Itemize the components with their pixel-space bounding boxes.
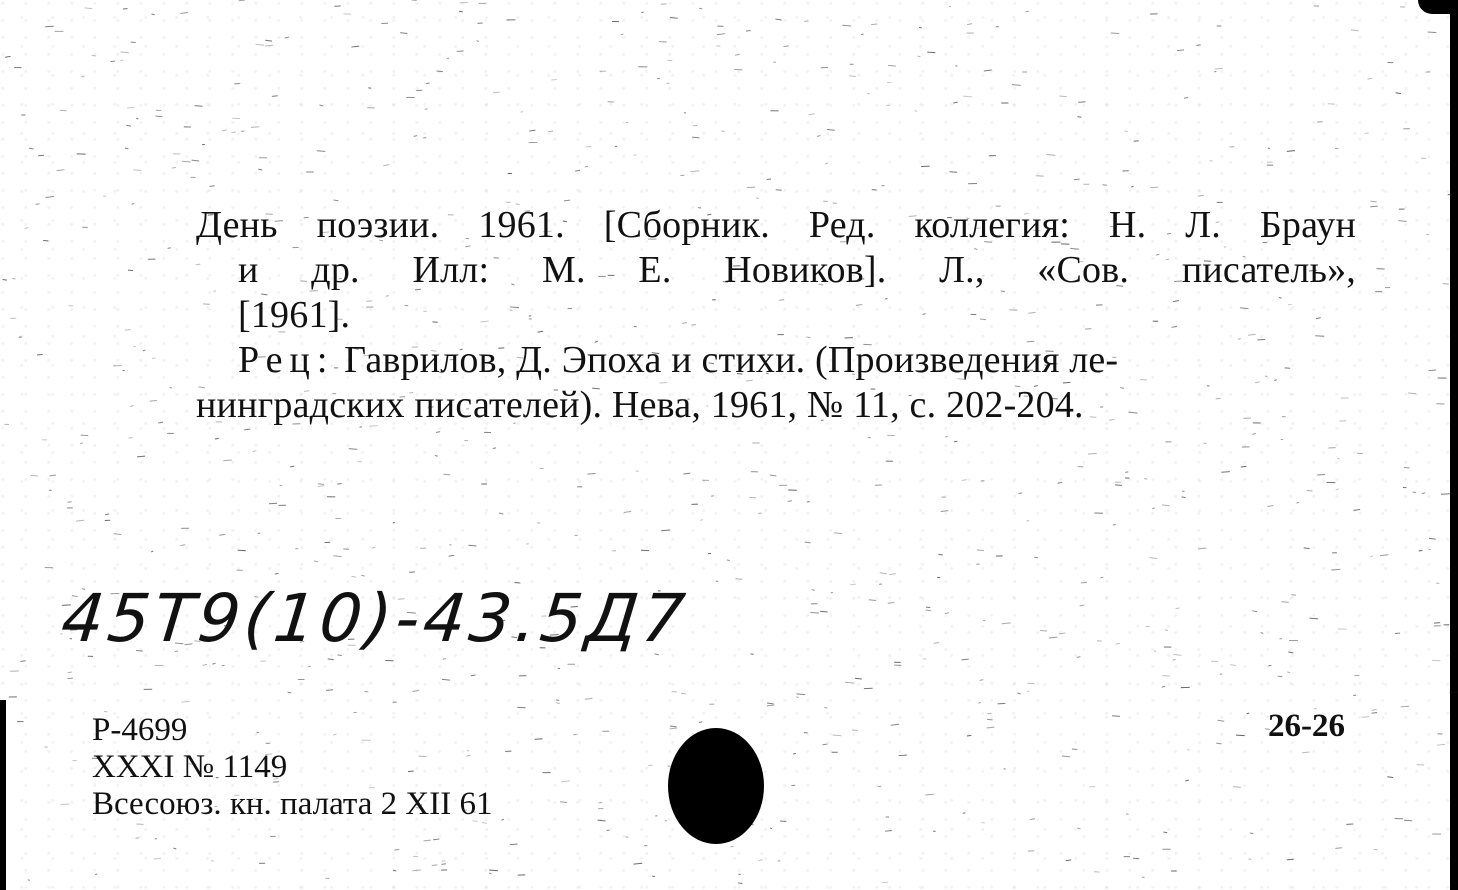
entry-title-line: День поэзии. 1961. [Сборник. Ред. коллегия: Н. Л. Браун <box>196 204 1356 246</box>
footer-order-number: Р-4699 <box>92 712 188 748</box>
footer-chamber: Всесоюз. кн. палата 2 XII 61 <box>92 786 493 822</box>
entry-review-line <box>196 338 1356 383</box>
footer-registry-number: XXXI № 1149 <box>92 749 288 785</box>
entry-illustrator-line: и др. Илл: М. Е. Новиков]. Л., «Сов. писатель», <box>238 249 1356 291</box>
entry-year-line: [1961]. <box>238 294 351 336</box>
card-footer <box>92 712 492 823</box>
handwritten-index: 45Т9(10)-43.5Д7 <box>57 580 693 657</box>
card-code: 26-26 <box>1268 708 1345 744</box>
entry-review-continuation: нинградских писателей). Нева, 1961, № 11, с. 202-204. <box>196 384 1084 426</box>
review-label: Рец: <box>238 339 335 381</box>
bibliographic-entry <box>196 203 1356 428</box>
review-text: Гаврилов, Д. Эпоха и стихи. (Произведения ле- <box>334 339 1119 381</box>
punch-hole <box>668 728 764 844</box>
